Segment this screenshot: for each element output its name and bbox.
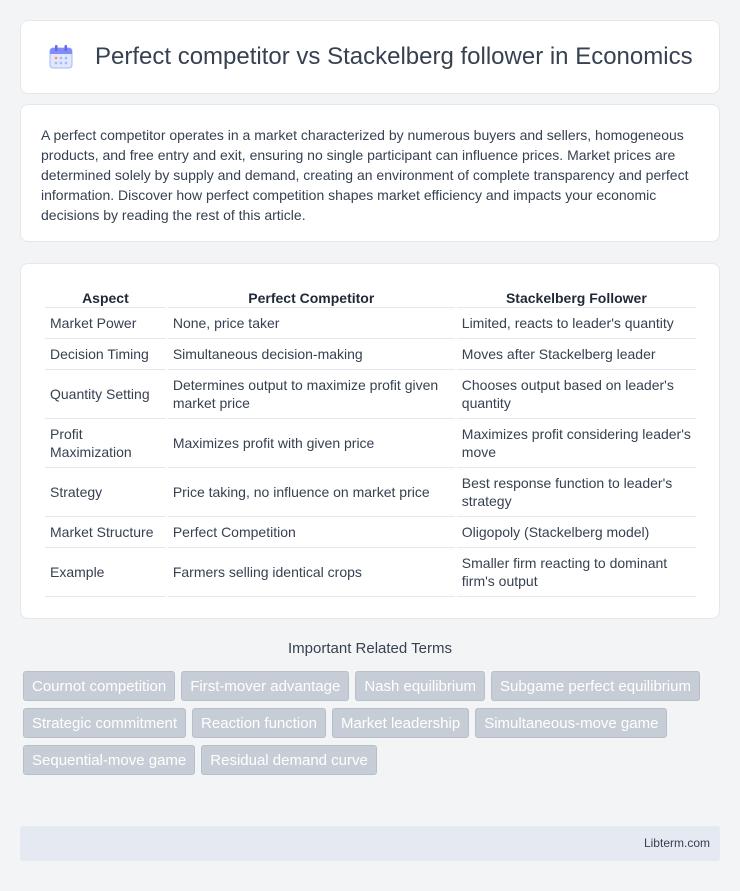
header-card <box>20 20 720 94</box>
related-terms-section <box>20 640 720 775</box>
related-terms-list <box>20 671 720 775</box>
table-cell: Farmers selling identical crops <box>168 548 455 597</box>
comparison-table-card <box>20 263 720 619</box>
header-stackelberg-follower: Stackelberg Follower <box>457 286 696 308</box>
header-aspect: Aspect <box>45 286 166 308</box>
table-cell: Price taking, no influence on market price <box>168 468 455 517</box>
tag-residual-demand-curve[interactable]: Residual demand curve <box>201 745 377 775</box>
tag-cournot-competition[interactable]: Cournot competition <box>23 671 175 701</box>
table-cell: Moves after Stackelberg leader <box>457 339 696 370</box>
footer <box>20 826 720 861</box>
footer-site-link[interactable]: Libterm.com <box>643 836 710 850</box>
table-cell: Oligopoly (Stackelberg model) <box>457 517 696 548</box>
table-cell: Decision Timing <box>45 339 166 370</box>
tag-subgame-perfect-equilibrium[interactable]: Subgame perfect equilibrium <box>491 671 700 701</box>
table-cell: Smaller firm reacting to dominant firm's output <box>457 548 696 597</box>
table-cell: Limited, reacts to leader's quantity <box>457 308 696 339</box>
table-cell: Perfect Competition <box>168 517 455 548</box>
tag-strategic-commitment[interactable]: Strategic commitment <box>23 708 186 738</box>
table-row <box>45 468 696 517</box>
table-cell: Chooses output based on leader's quantity <box>457 370 696 419</box>
intro-text: A perfect competitor operates in a market characterized by numerous buyers and sellers, homogeneous products, and free entry and exit, ensuring no single participant can influence prices. Market prices are determined solely by supply and demand, creating an environment of complete transparency and perfect information. Discover how perfect competition shapes market efficiency and impacts your economic decisions by reading the rest of this article. <box>41 127 689 223</box>
tag-market-leadership[interactable]: Market leadership <box>332 708 469 738</box>
table-cell: None, price taker <box>168 308 455 339</box>
tag-simultaneous-move-game[interactable]: Simultaneous-move game <box>475 708 667 738</box>
table-cell: Example <box>45 548 166 597</box>
table-cell: Best response function to leader's strategy <box>457 468 696 517</box>
table-cell: Determines output to maximize profit given market price <box>168 370 455 419</box>
table-row <box>45 370 696 419</box>
tag-sequential-move-game[interactable]: Sequential-move game <box>23 745 195 775</box>
table-row <box>45 548 696 597</box>
table-row <box>45 308 696 339</box>
table-header-row <box>45 286 696 308</box>
header-perfect-competitor: Perfect Competitor <box>168 286 455 308</box>
table-cell: Strategy <box>45 468 166 517</box>
page-title: Perfect competitor vs Stackelberg follower in Economics <box>95 43 693 70</box>
tag-first-mover-advantage[interactable]: First-mover advantage <box>181 671 349 701</box>
table-cell: Maximizes profit with given price <box>168 419 455 468</box>
table-cell: Market Structure <box>45 517 166 548</box>
table-cell: Maximizes profit considering leader's move <box>457 419 696 468</box>
table-cell: Profit Maximization <box>45 419 166 468</box>
intro-card <box>20 104 720 242</box>
table-row <box>45 517 696 548</box>
table-cell: Simultaneous decision-making <box>168 339 455 370</box>
table-cell: Market Power <box>45 308 166 339</box>
table-row <box>45 419 696 468</box>
tag-reaction-function[interactable]: Reaction function <box>192 708 326 738</box>
calendar-icon <box>47 43 75 71</box>
related-terms-title: Important Related Terms <box>288 640 452 657</box>
tag-nash-equilibrium[interactable]: Nash equilibrium <box>355 671 485 701</box>
comparison-table <box>43 286 698 597</box>
table-row <box>45 339 696 370</box>
table-cell: Quantity Setting <box>45 370 166 419</box>
